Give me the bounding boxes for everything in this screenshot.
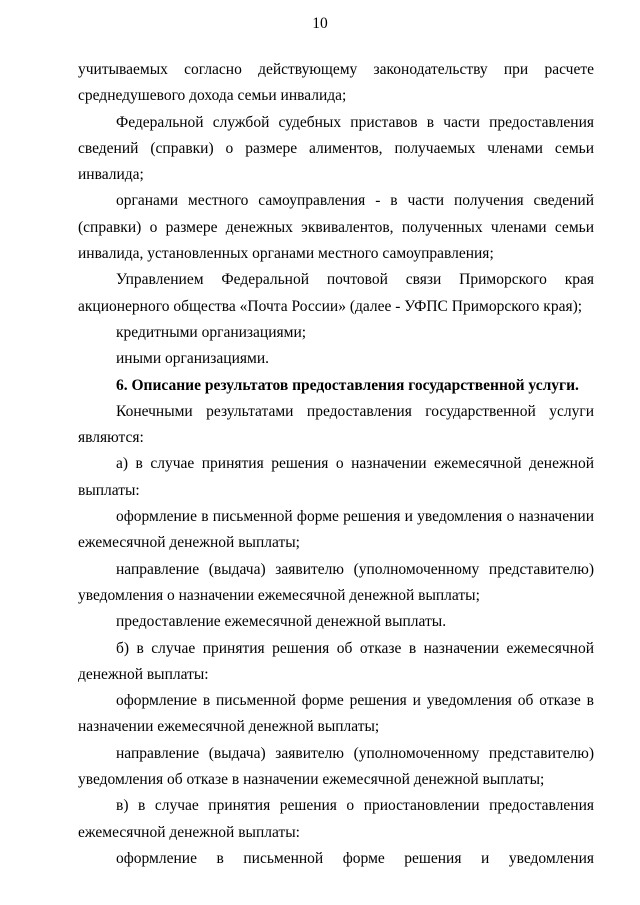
paragraph-postal-service: Управлением Федеральной почтовой связи Приморского края акционерного общества «Почта России» (далее - УФПС Приморского края); [78, 271, 594, 315]
paragraph-local-government: органами местного самоуправления - в части получения сведений (справки) о размере денежных эквивалентов, полученных членами семьи инвалида, установленных органами местного самоуправления; [78, 192, 594, 263]
paragraph-a-payment: предоставление ежемесячной денежной выплаты. [116, 613, 447, 631]
paragraph-a-formalization: оформление в письменной форме решения и уведомления о назначении ежемесячной денежной выплаты; [78, 508, 594, 552]
paragraph-case-a: а) в случае принятия решения о назначении ежемесячной денежной выплаты: [78, 455, 594, 499]
paragraph-credit-organizations: кредитными организациями; [116, 323, 307, 341]
paragraph-c-formalization: оформление в письменной форме решения и уведомления [116, 849, 594, 867]
paragraph-bailiffs-service: Федеральной службой судебных приставов в части предоставления сведений (справки) о размере алиментов, получаемых членами семьи инвалида; [78, 113, 594, 184]
paragraph-b-formalization: оформление в письменной форме решения и уведомления об отказе в назначении ежемесячной денежной выплаты; [78, 692, 594, 736]
paragraph-a-notification: направление (выдача) заявителю (уполномоченному представителю) уведомления о назначении ежемесячной денежной выплаты; [78, 560, 594, 604]
paragraph-case-c: в) в случае принятия решения о приостановлении предоставления ежемесячной денежной выплаты: [78, 797, 594, 841]
paragraph-b-notification: направление (выдача) заявителю (уполномоченному представителю) уведомления об отказе в назначении ежемесячной денежной выплаты; [78, 744, 594, 789]
paragraph-other-organizations: иными организациями. [116, 350, 270, 368]
document-body [78, 57, 594, 872]
paragraph-final-results: Конечными результатами предоставления государственной услуги являются: [78, 402, 594, 447]
paragraph-case-b: б) в случае принятия решения об отказе в назначении ежемесячной денежной выплаты: [78, 639, 594, 683]
section-heading: 6. Описание результатов предоставления государственной услуги. [116, 376, 579, 394]
page-number: 10 [312, 15, 328, 32]
paragraph-continuation: учитываемых согласно действующему законодательству при расчете среднедушевого дохода семьи инвалида; [78, 61, 594, 105]
